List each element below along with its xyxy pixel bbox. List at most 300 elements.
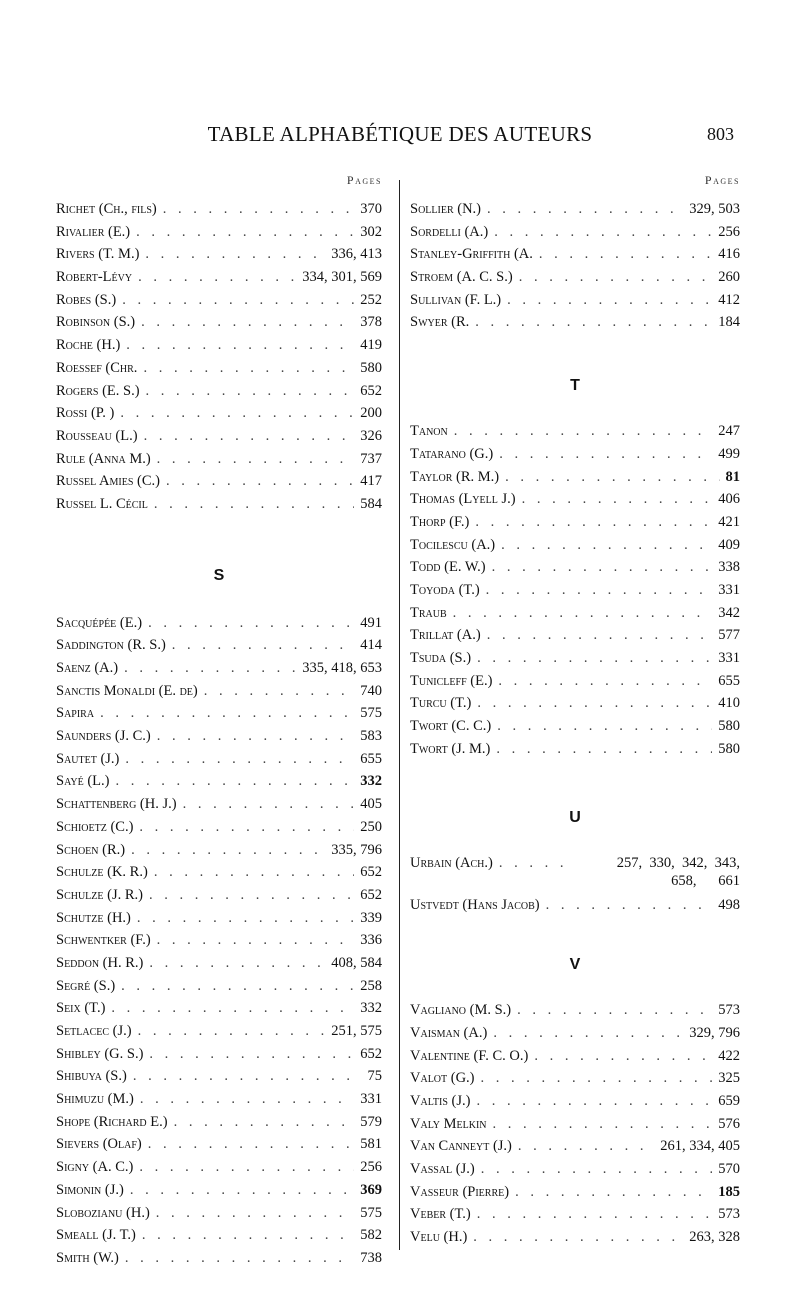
author-group-u	[410, 854, 740, 917]
leader-dots	[148, 612, 354, 635]
index-entry	[56, 402, 382, 425]
page-references: 378	[360, 314, 382, 331]
author-name: Tsuda (S.)	[410, 650, 472, 666]
leader-dots	[130, 1179, 354, 1202]
author-name: Slobozianu (H.)	[56, 1204, 150, 1221]
leader-dots	[138, 1020, 326, 1043]
author-name: Russel Amies (C.)	[56, 473, 160, 490]
page-references: 338	[718, 559, 740, 576]
index-entry	[410, 1158, 740, 1181]
author-name: Thomas (Lyell J.)	[410, 491, 516, 508]
author-name: Shibley (G. S.)	[56, 1045, 144, 1062]
index-entry	[56, 1247, 382, 1270]
index-entry	[56, 907, 382, 930]
page-references: 332	[360, 773, 382, 790]
page-references: 655	[360, 750, 382, 767]
index-entry	[410, 579, 740, 602]
index-entry	[56, 657, 382, 680]
author-name: Stroem (A. C. S.)	[410, 269, 513, 286]
author-name: Saddington (R. S.)	[56, 637, 166, 654]
author-name: Schwentker (F.)	[56, 932, 151, 949]
leader-dots	[487, 198, 683, 221]
index-entry	[56, 380, 382, 403]
leader-dots	[518, 1135, 654, 1158]
author-name: Twort (J. M.)	[410, 740, 491, 757]
page-references: 251, 575	[331, 1023, 382, 1039]
leader-dots	[149, 884, 354, 907]
author-name: Sapira	[56, 705, 95, 722]
index-entry	[410, 556, 740, 579]
author-name: Turcu (T.)	[410, 695, 472, 712]
author-name: Vagliano (M. S.)	[410, 1002, 512, 1019]
section-letter-s: S	[213, 566, 225, 584]
page-references: 421	[718, 513, 740, 530]
index-entry	[410, 534, 740, 557]
index-entry	[410, 854, 740, 894]
author-name: Sievers (Olaf)	[56, 1136, 142, 1153]
author-name: Taylor (R. M.)	[410, 468, 500, 485]
author-group-s	[56, 612, 382, 1270]
page-references: 580	[360, 359, 382, 376]
author-name: Sordelli (A.)	[410, 223, 489, 240]
author-name: Valy Melkin	[410, 1115, 487, 1132]
index-entry	[410, 1203, 740, 1226]
page-references: 256	[718, 223, 740, 240]
spacer	[410, 394, 740, 420]
leader-dots	[156, 1202, 354, 1225]
index-entry	[56, 334, 382, 357]
author-name: Saenz (A.)	[56, 660, 119, 676]
author-name: Vassal (J.)	[410, 1160, 475, 1177]
author-name: Sacquépée (E.)	[56, 614, 143, 631]
leader-dots	[131, 839, 325, 862]
page-references: 491	[360, 614, 382, 631]
leader-dots	[111, 997, 354, 1020]
index-entry	[410, 1045, 740, 1068]
page-references: 184	[718, 314, 740, 331]
leader-dots	[133, 1065, 362, 1088]
author-name: Schulze (J. R.)	[56, 886, 143, 903]
pages-column-label: Pages	[346, 173, 382, 187]
author-name: Tatarano (G.)	[410, 445, 494, 462]
author-name: Smeall (J. T.)	[56, 1227, 136, 1244]
page-references: 410	[718, 695, 740, 712]
author-name: Tunicleff (E.)	[410, 672, 493, 689]
author-name: Schutze (H.)	[56, 909, 131, 926]
page-references: 329, 503	[689, 201, 740, 217]
author-name: Shibuya (S.)	[56, 1068, 127, 1085]
index-entry	[410, 692, 740, 715]
page-references: 339	[360, 909, 382, 926]
page-references: 580	[718, 740, 740, 757]
page-references: 331	[718, 650, 740, 666]
author-name: Valot (G.)	[410, 1070, 475, 1087]
index-entry	[56, 680, 382, 703]
leader-dots	[477, 647, 712, 670]
leader-dots	[499, 443, 712, 466]
index-entry	[56, 839, 382, 862]
leader-dots	[172, 634, 354, 657]
leader-dots	[515, 1181, 712, 1204]
index-entry	[410, 266, 740, 289]
author-name: Veber (T.)	[410, 1206, 471, 1223]
page-references: 370	[360, 201, 382, 217]
page-title: TABLE ALPHABÉTIQUE DES AUTEURS	[207, 122, 593, 146]
leader-dots	[154, 493, 354, 516]
index-entry	[410, 1067, 740, 1090]
leader-dots	[477, 692, 712, 715]
author-name: Richet (Ch., fils)	[56, 201, 157, 217]
leader-dots	[100, 702, 354, 725]
page-references: 577	[718, 627, 740, 644]
index-entry	[410, 466, 740, 489]
author-name: Sautet (J.)	[56, 750, 120, 767]
index-entry	[56, 311, 382, 334]
page-references: 412	[718, 291, 740, 308]
author-name: Rogers (E. S.)	[56, 382, 140, 399]
author-name: Velu (H.)	[410, 1229, 468, 1245]
page-references: 342	[718, 604, 740, 621]
index-entry	[410, 647, 740, 670]
index-entry	[56, 266, 382, 289]
index-entry	[56, 243, 382, 266]
index-entry	[56, 493, 382, 516]
leader-dots	[144, 425, 355, 448]
index-entry	[56, 929, 382, 952]
index-entry	[410, 488, 740, 511]
page-references: 405	[360, 796, 382, 813]
index-entry	[56, 748, 382, 771]
page-references: 329, 796	[689, 1024, 740, 1041]
spacer	[410, 760, 740, 810]
leader-dots	[522, 488, 713, 511]
spacer	[410, 826, 740, 854]
page-references: 408, 584	[331, 954, 382, 971]
author-name: Segré (S.)	[56, 977, 116, 994]
index-entry	[410, 511, 740, 534]
leader-dots	[137, 907, 354, 930]
author-name: Todd (E. W.)	[410, 559, 486, 576]
index-entry	[56, 634, 382, 657]
index-entry	[56, 1156, 382, 1179]
author-name: Rule (Anna M.)	[56, 450, 151, 467]
author-name: Trillat (A.)	[410, 627, 481, 644]
index-entry	[56, 470, 382, 493]
author-name: Urbain (Ach.)	[410, 855, 493, 872]
page-references: 414	[360, 637, 382, 654]
leader-dots	[476, 1090, 712, 1113]
author-name: Stanley-Griffith (A.	[410, 246, 533, 263]
leader-dots	[481, 1067, 713, 1090]
leader-dots	[499, 854, 571, 872]
author-name: Signy (A. C.)	[56, 1159, 134, 1176]
page-references: 582	[360, 1227, 382, 1244]
page-references: 575	[360, 705, 382, 722]
author-name: Twort (C. C.)	[410, 718, 492, 735]
leader-dots	[454, 420, 713, 443]
leader-dots	[166, 470, 354, 493]
page-references: 580	[718, 718, 740, 735]
page-references: 261, 334, 405	[660, 1138, 740, 1155]
author-name: Rossi (P. )	[56, 405, 115, 422]
section-letter-v: V	[569, 956, 581, 974]
leader-dots	[149, 1043, 354, 1066]
author-name: Valtis (J.)	[410, 1092, 471, 1109]
page-references: 81	[725, 468, 740, 485]
leader-dots	[125, 748, 354, 771]
author-name: Robert-Lévy	[56, 269, 133, 286]
leader-dots	[174, 1111, 355, 1134]
spacer	[410, 973, 740, 999]
author-group-s-cont	[410, 198, 740, 334]
page-references: 331	[718, 581, 740, 598]
author-name: Valentine (F. C. O.)	[410, 1047, 529, 1064]
page-references: 258	[360, 977, 382, 994]
leader-dots	[539, 243, 712, 266]
author-name: Schoen (R.)	[56, 841, 126, 858]
page-references: 250	[360, 818, 382, 835]
spacer	[410, 334, 740, 378]
index-entry	[56, 884, 382, 907]
page-references: 422	[718, 1047, 740, 1064]
page-references: 738	[360, 1249, 382, 1266]
index-entry	[410, 1090, 740, 1113]
page-references: 655	[718, 672, 740, 689]
page-references: 581	[360, 1136, 382, 1153]
leader-dots	[146, 380, 355, 403]
leader-dots	[157, 929, 355, 952]
spacer	[56, 516, 382, 568]
page-references: 652	[360, 382, 382, 399]
author-name: Russel L. Cécil	[56, 495, 148, 512]
index-entry	[410, 420, 740, 443]
author-name: Ustvedt (Hans Jacob)	[410, 897, 540, 914]
page-references: 263, 328	[689, 1229, 740, 1245]
column-divider	[399, 180, 400, 1250]
index-entry	[410, 198, 740, 221]
page-references: 419	[360, 337, 382, 354]
index-entry	[56, 793, 382, 816]
author-name: Robes (S.)	[56, 291, 117, 308]
index-entry	[56, 1133, 382, 1156]
index-entry	[410, 1226, 740, 1249]
leader-dots	[154, 861, 354, 884]
page-references: 336, 413	[331, 246, 382, 263]
author-name: Simonin (J.)	[56, 1181, 124, 1198]
page-references: 575	[360, 1204, 382, 1221]
leader-dots	[148, 1133, 355, 1156]
author-name: Traub	[410, 604, 447, 621]
author-name: Schioetz (C.)	[56, 818, 134, 835]
index-entry	[56, 1088, 382, 1111]
leader-dots	[139, 1156, 354, 1179]
leader-dots	[501, 534, 712, 557]
index-entry	[410, 1022, 740, 1045]
index-entry	[56, 1065, 382, 1088]
page-references: 334, 301, 569	[302, 269, 382, 286]
index-entry	[56, 816, 382, 839]
index-entry	[56, 1043, 382, 1066]
page-number: 803	[707, 124, 734, 144]
leader-dots	[493, 1113, 713, 1136]
index-entry	[56, 770, 382, 793]
index-entry	[410, 624, 740, 647]
page-references: 326	[360, 427, 382, 444]
author-name: Robinson (S.)	[56, 314, 136, 331]
author-name: Sanctis Monaldi (E. de)	[56, 682, 198, 699]
page-references: 331	[360, 1091, 382, 1108]
leader-dots	[145, 243, 325, 266]
index-entry	[410, 894, 740, 917]
index-entry	[56, 1179, 382, 1202]
page-references: 325	[718, 1070, 740, 1087]
leader-dots	[481, 1158, 713, 1181]
page-references: 583	[360, 728, 382, 745]
index-entry	[410, 311, 740, 334]
index-entry	[410, 1181, 740, 1204]
leader-dots	[125, 1247, 354, 1270]
author-name: Seddon (H. R.)	[56, 954, 144, 971]
index-entry	[56, 952, 382, 975]
index-entry	[410, 289, 740, 312]
page-references: 247	[718, 423, 740, 440]
leader-dots	[487, 624, 713, 647]
leader-dots	[493, 1022, 683, 1045]
page-references: 499	[718, 445, 740, 462]
index-entry	[56, 221, 382, 244]
page-references: 332	[360, 1000, 382, 1017]
index-entry	[56, 725, 382, 748]
author-name: Thorp (F.)	[410, 513, 470, 530]
page-references: 409	[718, 536, 740, 553]
leader-dots	[142, 1224, 354, 1247]
index-entry	[56, 1202, 382, 1225]
spacer	[56, 584, 382, 612]
leader-dots	[120, 402, 354, 425]
leader-dots	[505, 466, 719, 489]
page-references: 498	[718, 897, 740, 914]
author-group-r	[56, 198, 382, 516]
index-entry	[56, 997, 382, 1020]
leader-dots	[141, 311, 354, 334]
page-references: 185	[718, 1183, 740, 1200]
leader-dots	[494, 221, 712, 244]
author-group-t	[410, 420, 740, 760]
author-name: Tocilescu (A.)	[410, 536, 496, 553]
page-references: 573	[718, 1206, 740, 1223]
leader-dots	[517, 999, 712, 1022]
index-entry	[56, 289, 382, 312]
author-name: Tanon	[410, 423, 448, 440]
author-name: Shimuzu (M.)	[56, 1091, 134, 1108]
index-entry	[410, 443, 740, 466]
index-entry	[56, 1111, 382, 1134]
page-references: 652	[360, 1045, 382, 1062]
page-references: 652	[360, 886, 382, 903]
author-name: Schulze (K. R.)	[56, 864, 148, 881]
page-references: 417	[360, 473, 382, 490]
leader-dots	[115, 770, 354, 793]
leader-dots	[546, 894, 713, 917]
right-column	[410, 170, 740, 1249]
leader-dots	[126, 334, 354, 357]
page-references: 200	[360, 405, 382, 422]
page-references: 257, 330, 342, 343, 658, 661	[616, 855, 740, 890]
index-entry	[56, 425, 382, 448]
author-name: Van Canneyt (J.)	[410, 1138, 512, 1155]
leader-dots	[183, 793, 355, 816]
leader-dots	[121, 975, 354, 998]
page-references: 652	[360, 864, 382, 881]
page-references: 369	[360, 1181, 382, 1198]
page-references: 406	[718, 491, 740, 508]
section-letter-t: T	[570, 377, 580, 395]
author-name: Shope (Richard E.)	[56, 1113, 168, 1130]
leader-dots	[453, 602, 713, 625]
leader-dots	[149, 952, 325, 975]
leader-dots	[122, 289, 354, 312]
leader-dots	[507, 289, 712, 312]
author-name: Schattenberg (H. J.)	[56, 796, 177, 813]
index-entry	[56, 198, 382, 221]
leader-dots	[473, 1226, 683, 1249]
page-references: 336	[360, 932, 382, 949]
index-entry	[56, 357, 382, 380]
page-references: 335, 418, 653	[302, 660, 382, 676]
author-name: Swyer (R.	[410, 314, 470, 331]
page-references: 579	[360, 1113, 382, 1130]
index-entry	[410, 602, 740, 625]
author-name: Rivers (T. M.)	[56, 246, 140, 263]
index-entry	[56, 1020, 382, 1043]
page-references: 335, 796	[331, 841, 382, 858]
page-references: 573	[718, 1002, 740, 1019]
leader-dots	[475, 311, 712, 334]
author-name: Rivalier (E.)	[56, 223, 131, 240]
pages-column-label: Pages	[704, 173, 740, 187]
leader-dots	[497, 715, 712, 738]
author-name: Setlacec (J.)	[56, 1023, 132, 1039]
leader-dots	[136, 221, 354, 244]
index-entry	[410, 715, 740, 738]
page-references: 737	[360, 450, 382, 467]
author-name: Saunders (J. C.)	[56, 728, 151, 745]
index-entry	[410, 670, 740, 693]
page-references: 416	[718, 246, 740, 263]
leader-dots	[157, 725, 354, 748]
author-name: Roessef (Chr.	[56, 359, 138, 376]
leader-dots	[138, 266, 296, 289]
author-name: Sullivan (F. L.)	[410, 291, 502, 308]
author-group-v	[410, 999, 740, 1249]
page-references: 75	[367, 1068, 382, 1085]
leader-dots	[139, 816, 354, 839]
leader-dots	[492, 556, 713, 579]
author-name: Vaisman (A.)	[410, 1024, 488, 1041]
page-references: 740	[360, 682, 382, 699]
page-references: 659	[718, 1092, 740, 1109]
leader-dots	[124, 657, 296, 680]
leader-dots	[475, 511, 712, 534]
index-entry	[410, 221, 740, 244]
author-name: Smith (W.)	[56, 1249, 119, 1266]
index-entry	[410, 1135, 740, 1158]
leader-dots	[204, 680, 355, 703]
leader-dots	[140, 1088, 354, 1111]
leader-dots	[498, 670, 712, 693]
page-references: 256	[360, 1159, 382, 1176]
spacer	[410, 917, 740, 957]
